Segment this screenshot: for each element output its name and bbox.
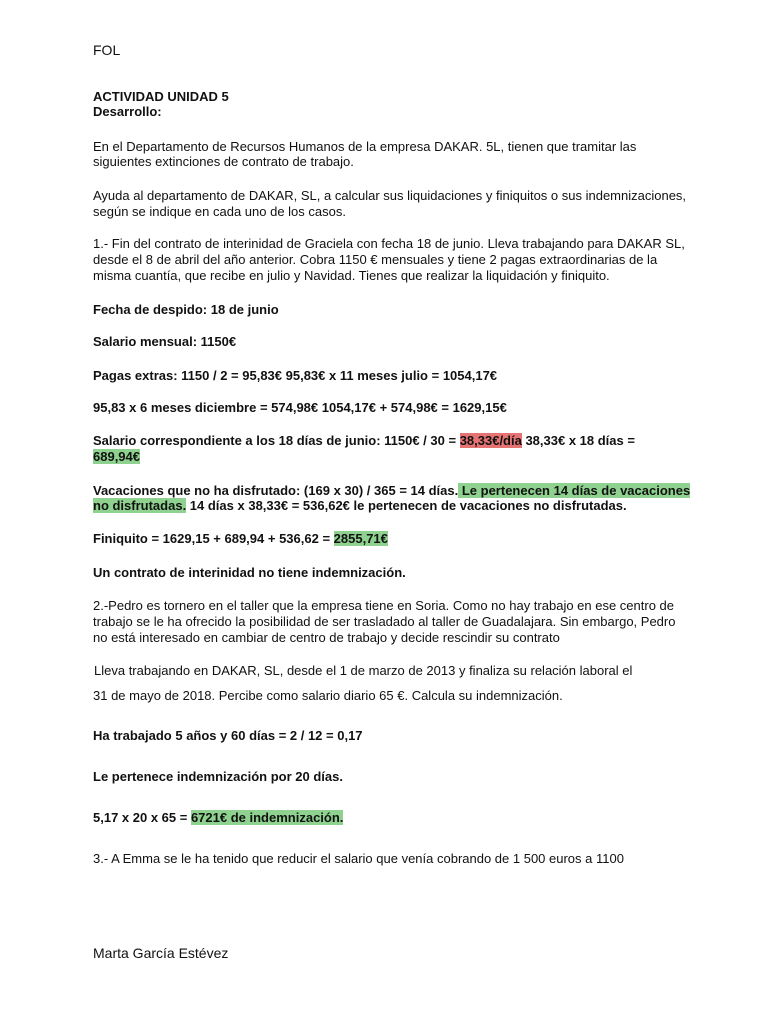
case2-line-2: trabajo se le ha ofrecido la posibilidad de ser trasladado al taller de Guadalajara. Sin embargo, Pedro	[93, 614, 676, 629]
page-footer-author: Marta García Estévez	[93, 945, 229, 961]
help-line-2: según se indique en cada uno de los casos.	[93, 204, 346, 219]
case2-line-1: 2.-Pedro es tornero en el taller que la empresa tiene en Soria. Como no hay trabajo en ese centro de	[93, 598, 675, 613]
salario-dias-result: 689,94€	[93, 449, 140, 464]
subtitle: Desarrollo:	[93, 104, 162, 119]
help-line-1: Ayuda al departamento de DAKAR, SL, a calcular sus liquidaciones y finiquitos o sus indemnizaciones,	[93, 188, 687, 203]
activity-title: ACTIVIDAD UNIDAD 5	[93, 89, 229, 104]
salario-dias-text: Salario correspondiente a los 18 días de junio: 1150€ / 30 =	[93, 433, 460, 448]
vacaciones-calc: 14 días x 38,33€ = 536,62€ le pertenecen de vacaciones no disfrutadas.	[186, 498, 627, 513]
salario-mensual: Salario mensual: 1150€	[93, 334, 237, 349]
case1-line-1: 1.- Fin del contrato de interinidad de Graciela con fecha 18 de junio. Lleva trabajando para DAKAR SL,	[93, 236, 685, 251]
pertenece-note: Le pertenece indemnización por 20 días.	[93, 769, 343, 784]
case1-line-2: desde el 8 de abril del año anterior. Cobra 1150 € mensuales y tiene 2 pagas extraordinarias de la	[93, 252, 658, 267]
pagas-diciembre: 95,83 x 6 meses diciembre = 574,98€ 1054,17€ + 574,98€ = 1629,15€	[93, 400, 507, 415]
case3-line-1: 3.- A Emma se le ha tenido que reducir el salario que venía cobrando de 1 500 euros a 1100	[93, 851, 624, 866]
vacaciones-line-1	[93, 483, 691, 499]
case2-line-5: 31 de mayo de 2018. Percibe como salario diario 65 €. Calcula su indemnización.	[93, 688, 563, 703]
case2-line-4: Lleva trabajando en DAKAR, SL, desde el 1 de marzo de 2013 y finaliza su relación laboral el	[94, 663, 633, 678]
fecha-despido: Fecha de despido: 18 de junio	[93, 302, 279, 317]
trabajado-calc: Ha trabajado 5 años y 60 días = 2 / 12 = 0,17	[93, 728, 363, 743]
finiquito-line	[93, 531, 683, 547]
indemnizacion-highlight: 6721€ de indemnización.	[190, 810, 344, 825]
intro-line-2: siguientes extinciones de contrato de trabajo.	[93, 154, 354, 169]
salario-dias-calc: 38,33€ x 18 días =	[521, 433, 635, 448]
salario-dias-line	[93, 433, 683, 449]
vacaciones-text: Vacaciones que no ha disfrutado: (169 x 30) / 365 = 14 días.	[93, 483, 459, 498]
vacaciones-highlight-1: Le pertenecen 14 días de vacaciones	[458, 483, 691, 498]
intro-line-1: En el Departamento de Recursos Humanos de la empresa DAKAR. 5L, tienen que tramitar las	[93, 139, 637, 154]
vacaciones-highlight-2: no disfrutadas.	[93, 498, 187, 513]
salario-dias-result-line	[93, 449, 683, 465]
case2-line-3: no está interesado en cambiar de centro de trabajo y decide rescindir su contrato	[93, 630, 560, 645]
case1-line-3: misma cuantía, que recibe en julio y Navidad. Tienes que realizar la liquidación y finiquito.	[93, 268, 610, 283]
vacaciones-line-2	[93, 498, 683, 514]
interinidad-note: Un contrato de interinidad no tiene indemnización.	[93, 565, 406, 580]
page-header: FOL	[93, 42, 121, 58]
indemnizacion-calc: 5,17 x 20 x 65 =	[93, 810, 191, 825]
finiquito-highlight: 2855,71€	[333, 531, 388, 546]
pagas-extras: Pagas extras: 1150 / 2 = 95,83€ 95,83€ x 11 meses julio = 1054,17€	[93, 368, 498, 383]
finiquito-text: Finiquito = 1629,15 + 689,94 + 536,62 =	[93, 531, 334, 546]
indemnizacion-line	[93, 810, 683, 826]
salario-dia-highlight: 38,33€/día	[459, 433, 522, 448]
